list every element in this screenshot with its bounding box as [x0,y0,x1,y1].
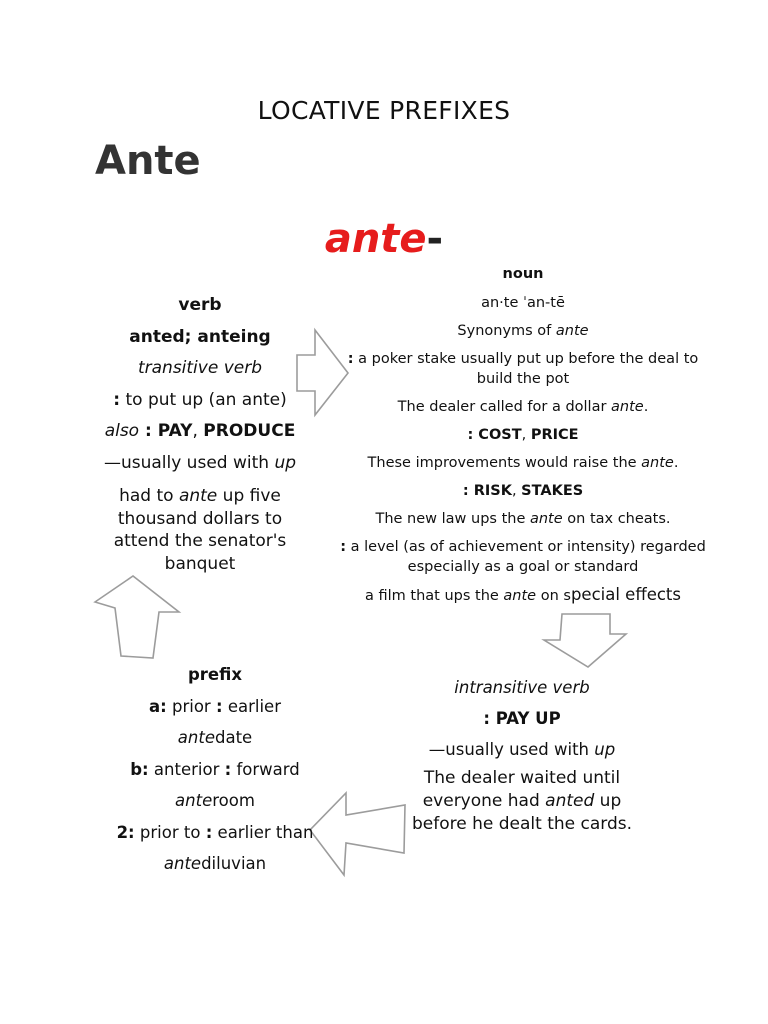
prefix-b-ex-rest: room [212,791,255,810]
noun-synonyms-2 [330,425,716,445]
intransitive-definition [400,703,644,734]
noun-ex4-pre: a film that ups the [365,588,504,604]
prefix-c-ex-rest: diluvian [201,854,267,873]
prefix-sense-b [95,754,335,786]
prefix-a-colon: : [215,696,223,716]
verb-usage-text: —usually used with [103,452,275,473]
noun-def4-text: a level (as of achievement or intensity) regarded especially as a goal or standard [346,539,706,575]
arrow-down-icon [540,612,640,672]
noun-synonyms-text: Synonyms of [457,323,556,339]
noun-example-4 [330,585,716,606]
noun-example-1 [330,397,716,417]
prefix-pos-label: prefix [187,665,242,684]
noun-entry [330,264,716,606]
verb-also-sep: : [139,421,158,441]
prefix-b-def1: anterior [148,759,225,779]
noun-example-3 [330,509,716,529]
prefix-example-2 [95,848,335,880]
verb-also-word2: PRODUCE [203,421,296,441]
noun-pos-label: noun [502,266,544,282]
prefix-example-b [95,785,335,817]
prefix-sense-2 [95,817,335,849]
intransitive-entry [400,672,644,836]
noun-definition-1 [330,349,716,389]
noun-syn2-comma: , [521,427,531,443]
prefix-b-colon: : [224,759,232,779]
featured-word-dash: - [426,216,444,262]
noun-syn3-pre: : [462,483,474,499]
verb-also [100,416,300,448]
prefix-a-label: a: [149,696,167,716]
noun-definition-4 [330,537,716,577]
noun-ex1-pre: The dealer called for a dollar [397,399,612,415]
intransitive-type: intransitive verb [454,678,590,697]
verb-def-marker: : [113,389,121,410]
verb-inflections: anted; anteing [129,326,271,347]
intransitive-example-pre: The dealer waited until everyone had [422,768,621,811]
verb-pos-label: verb [178,295,222,315]
section-heading: Ante [95,138,201,184]
intransitive-usage [400,734,644,765]
noun-def4-marker: : [340,539,347,555]
noun-syn2-w1: COST [478,427,522,443]
verb-example-post: up five thousand dollars to attend the senator's banquet [113,486,287,574]
prefix-c-ex-italic: ante [163,854,202,873]
noun-example-2 [330,453,716,473]
noun-synonyms [330,321,716,341]
verb-also-label: also [104,421,140,441]
prefix-example-a [95,722,335,754]
intransitive-example-word: anted [545,791,595,811]
prefix-c-def2: earlier than [212,822,314,842]
noun-ex2-word: ante [641,455,674,471]
arrow-up-icon [93,572,193,662]
prefix-a-def1: prior [166,696,216,716]
prefix-sense-a [95,691,335,723]
noun-ex3-post: on tax cheats. [562,511,671,527]
noun-ex1-post: . [643,399,649,415]
prefix-c-colon: : [205,822,213,842]
intransitive-def-marker: : [483,709,490,728]
verb-also-word1: PAY [157,421,193,441]
prefix-entry [95,659,335,880]
noun-pronunciation: an·te ˈan-tē [481,295,565,311]
noun-ex4-tail: pecial effects [570,585,681,604]
noun-syn2-pre: : [467,427,479,443]
page-title: LOCATIVE PREFIXES [257,96,511,125]
verb-type: transitive verb [137,358,263,378]
noun-ex3-word: ante [529,511,563,527]
noun-synonyms-3 [330,481,716,501]
noun-ex2-pre: These improvements would raise the [367,455,642,471]
intransitive-example [400,767,644,836]
verb-also-comma: , [192,421,204,441]
verb-example-word: ante [178,486,218,506]
noun-ex1-word: ante [611,399,644,415]
verb-example [100,485,300,575]
prefix-a-ex-rest: date [214,728,253,747]
verb-usage-word: up [274,452,297,473]
noun-syn3-comma: , [511,483,522,499]
prefix-b-label: b: [130,759,149,779]
verb-example-pre: had to [119,486,179,506]
noun-ex2-post: . [673,455,679,471]
verb-def-text: to put up (an ante) [120,389,287,410]
intransitive-usage-word: up [594,740,616,759]
featured-word-text: ante [324,216,427,262]
verb-usage [100,448,300,480]
noun-ex4-word: ante [503,588,537,604]
noun-synonyms-word: ante [555,323,589,339]
verb-definition [100,385,300,417]
prefix-c-def1: prior to [134,822,206,842]
noun-syn2-w2: PRICE [530,427,579,443]
intransitive-usage-text: —usually used with [428,740,595,759]
noun-ex4-post: on s [536,588,571,604]
intransitive-example-post: up before he dealt the cards. [411,791,633,834]
verb-entry [100,290,300,575]
noun-syn3-w2: STAKES [521,483,584,499]
prefix-c-label: 2: [116,822,135,842]
noun-syn3-w1: RISK [473,483,512,499]
noun-def1-text: a poker stake usually put up before the deal to build the pot [353,351,699,387]
intransitive-def-text: PAY UP [495,709,561,728]
noun-ex3-pre: The new law ups the [375,511,530,527]
featured-word [0,216,768,262]
prefix-a-ex-italic: ante [177,728,215,747]
prefix-b-ex-italic: ante [175,791,213,810]
prefix-b-def2: forward [231,759,300,779]
prefix-a-def2: earlier [222,696,281,716]
noun-def1-marker: : [347,351,354,367]
